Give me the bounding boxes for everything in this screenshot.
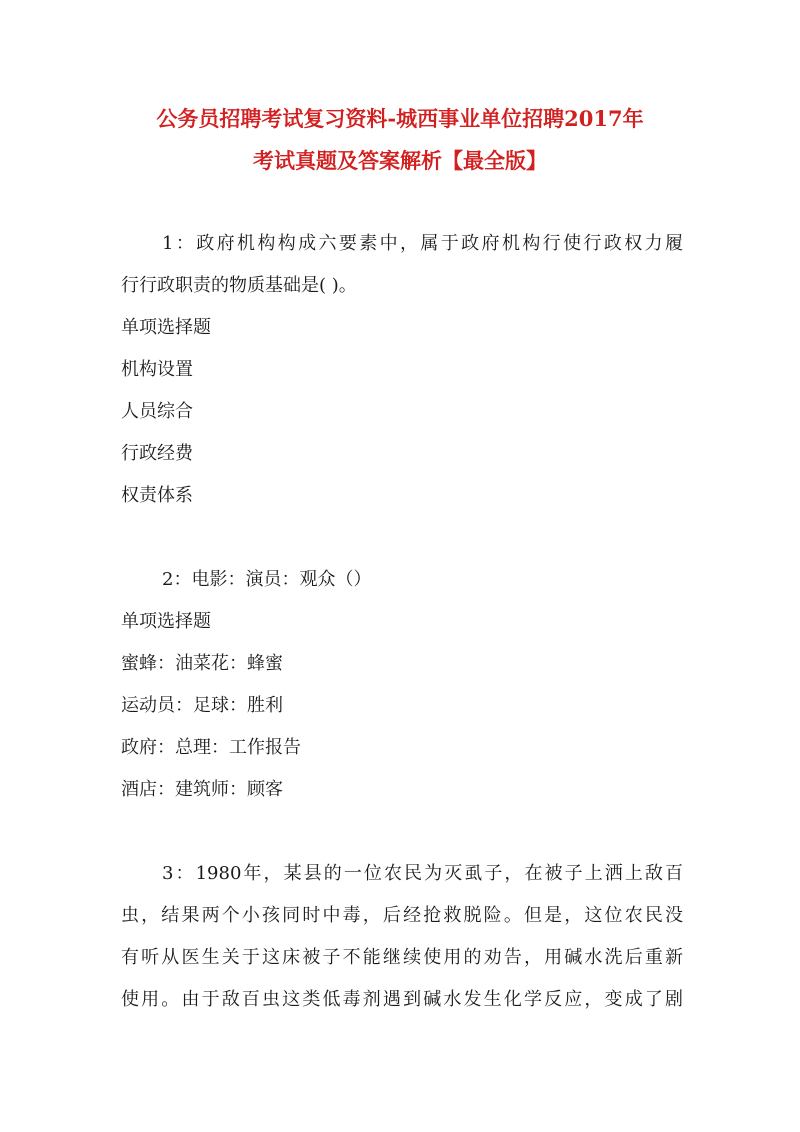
question-3-stem-line-2: 虫，结果两个小孩同时中毒，后经抢救脱险。但是，这位农民没: [121, 905, 683, 926]
document-title-line-2: 考试真题及答案解析【最全版】: [253, 148, 547, 173]
question-1-type: 单项选择题: [121, 317, 211, 338]
question-2-option-a: 蜜蜂：油菜花：蜂蜜: [121, 653, 283, 674]
question-2-option-b: 运动员：足球：胜利: [121, 695, 283, 716]
question-1-option-a: 机构设置: [121, 359, 193, 380]
question-3-stem-line-1: 3：1980年，某县的一位农民为灭虱子，在被子上洒上敌百: [162, 863, 683, 884]
question-1-option-b: 人员综合: [121, 401, 193, 422]
question-1-stem-line-2: 行行政职责的物质基础是( )。: [121, 275, 357, 296]
question-2-type: 单项选择题: [121, 611, 211, 632]
question-1-option-c: 行政经费: [121, 443, 193, 464]
question-2-option-c: 政府：总理：工作报告: [121, 737, 301, 758]
question-3-stem-line-4: 使用。由于敌百虫这类低毒剂遇到碱水发生化学反应，变成了剧: [121, 989, 683, 1010]
question-3-stem-line-3: 有听从医生关于这床被子不能继续使用的劝告，用碱水洗后重新: [121, 947, 683, 968]
question-2-option-d: 酒店：建筑师：顾客: [121, 779, 283, 800]
question-2-stem: 2：电影：演员：观众（）: [162, 569, 372, 590]
document-title-line-1: 公务员招聘考试复习资料-城西事业单位招聘2017年: [156, 106, 644, 131]
question-1-stem-line-1: 1：政府机构构成六要素中，属于政府机构行使行政权力履: [162, 233, 683, 254]
question-1-option-d: 权责体系: [121, 485, 193, 506]
